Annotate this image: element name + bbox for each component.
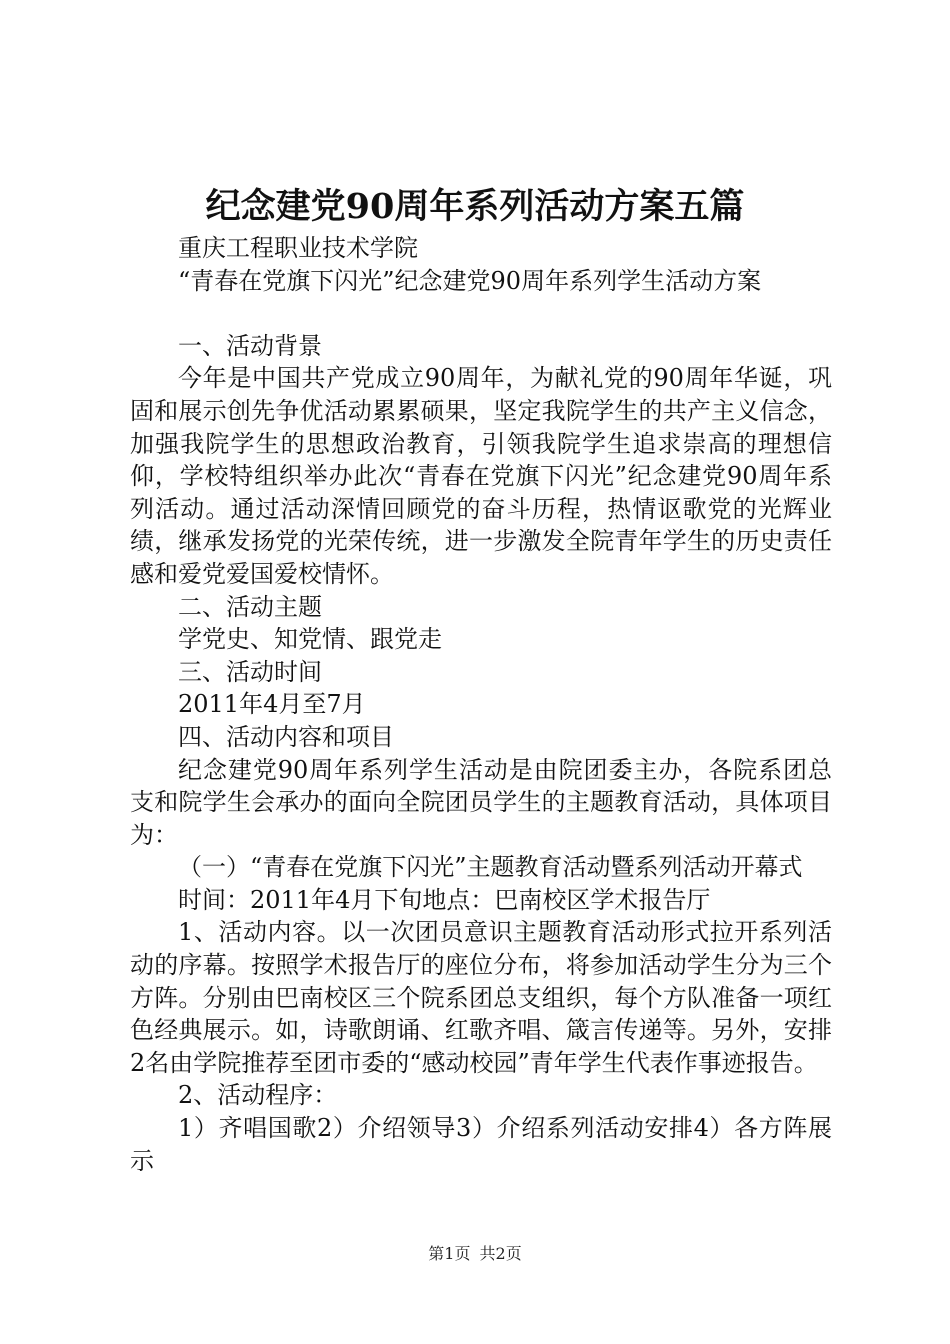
- paragraph-time: 2011年4月至7月: [178, 690, 366, 719]
- paragraph-plan-name: “青春在党旗下闪光”纪念建党90周年系列学生活动方案: [178, 266, 762, 295]
- paragraph-theme: 学党史、知党情、跟党走: [178, 625, 442, 654]
- paragraph-institution: 重庆工程职业技术学院: [178, 234, 418, 262]
- page-footer: [0, 1244, 950, 1264]
- page-number: 第1页: [428, 1244, 471, 1263]
- heading-content: 四、活动内容和项目: [178, 722, 394, 751]
- subheading-opening: （一）“青春在党旗下闪光”主题教育活动暨系列活动开幕式: [178, 853, 803, 882]
- heading-background: 一、活动背景: [178, 331, 322, 360]
- paragraph-procedure-heading: 2、活动程序：: [178, 1081, 338, 1110]
- document-body: [130, 232, 832, 1177]
- page-total: 共2页: [479, 1244, 522, 1263]
- paragraph-content: 纪念建党90周年系列学生活动是由院团委主办，各院系团总支和院学生会承办的面向全院团员学生的主题教育活动，具体项目为：: [130, 755, 832, 849]
- blank-line: [130, 297, 832, 330]
- paragraph-activity-content: 1、活动内容。以一次团员意识主题教育活动形式拉开系列活动的序幕。按照学术报告厅的座位分布，将参加活动学生分为三个方阵。分别由巴南校区三个院系团总支组织，每个方队准备一项红色经典展示。如，诗歌朗诵、红歌齐唱、箴言传递等。另外，安排2名由学院推荐至团市委的“感动校园”青年学生代表作事迹报告。: [130, 918, 832, 1077]
- heading-theme: 二、活动主题: [178, 592, 322, 621]
- heading-time: 三、活动时间: [178, 657, 322, 686]
- paragraph-procedure-steps: 1）齐唱国歌2）介绍领导3）介绍系列活动安排4）各方阵展示: [130, 1114, 832, 1175]
- document-title: 纪念建党90周年系列活动方案五篇: [205, 186, 745, 227]
- paragraph-background: 今年是中国共产党成立90周年，为献礼党的90周年华诞，巩固和展示创先争优活动累累硕果，坚定我院学生的共产主义信念，加强我院学生的思想政治教育，引领我院学生追求崇高的理想信仰，学校特组织举办此次“青春在党旗下闪光”纪念建党90周年系列活动。通过活动深情回顾党的奋斗历程，热情讴歌党的光辉业绩，继承发扬党的光荣传统，进一步激发全院青年学生的历史责任感和爱党爱国爱校情怀。: [130, 364, 832, 588]
- paragraph-opening-time: 时间：2011年4月下旬地点：巴南校区学术报告厅: [178, 885, 711, 914]
